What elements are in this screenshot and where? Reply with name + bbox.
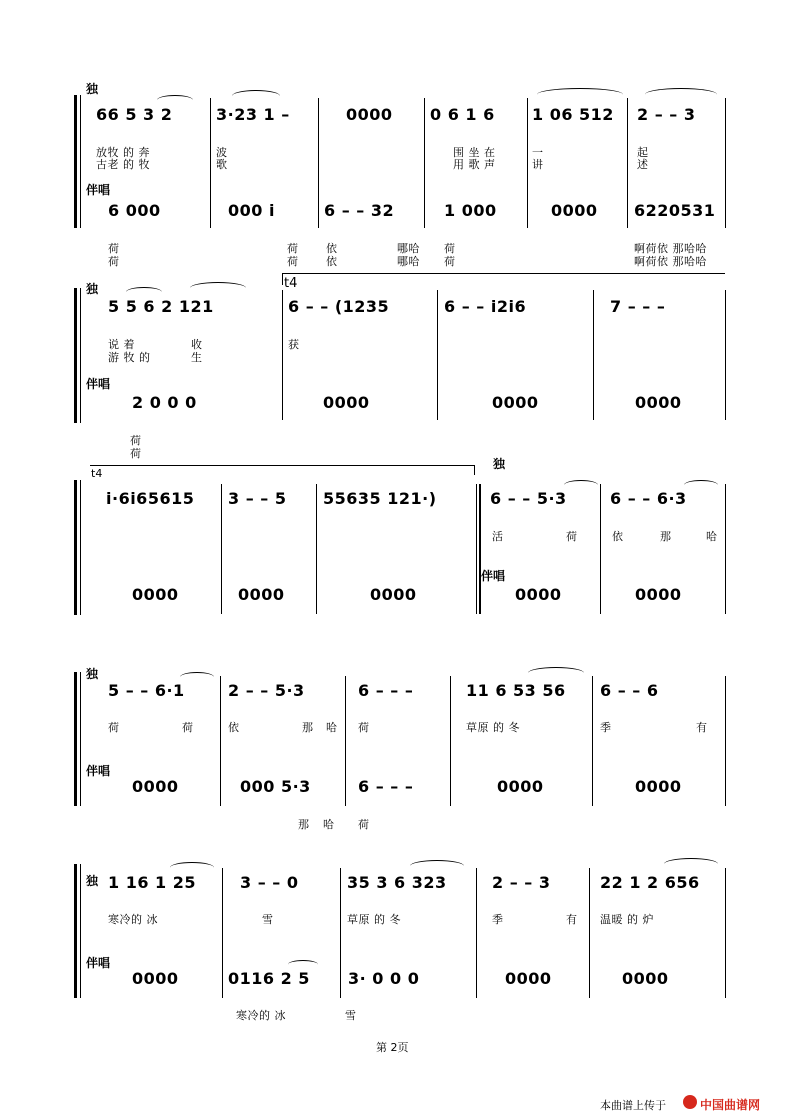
lyric: 荷 (358, 818, 370, 831)
measure-notes: 66 5 3 2 (96, 105, 173, 124)
lyric: 波 (216, 146, 228, 159)
brace (74, 95, 77, 228)
volta-label: t4 (91, 467, 103, 480)
barline (725, 676, 726, 806)
lyric: 古老 的 牧 (96, 158, 150, 171)
system-line (80, 864, 81, 998)
solo-label: 独 (86, 82, 99, 96)
measure-notes: 0000 (132, 969, 179, 988)
lyric: 依 (326, 255, 338, 268)
measure-notes: 6 – – – (358, 681, 414, 700)
barline (600, 484, 601, 614)
lyric: 荷 (358, 721, 370, 734)
measure-notes: 0000 (238, 585, 285, 604)
lyric: 游 牧 的 (108, 351, 151, 364)
lyric: 述 (637, 158, 649, 171)
slur (288, 960, 318, 969)
measure-notes: 1 06 512 (532, 105, 614, 124)
barline (345, 676, 346, 806)
measure-notes: 0000 (635, 777, 682, 796)
lyric: 荷 (566, 530, 578, 543)
lyric: 讲 (532, 158, 544, 171)
lyric: 生 (191, 351, 203, 364)
lyric: 哈 (326, 721, 338, 734)
lyric: 荷 (182, 721, 194, 734)
measure-notes: 3 – – 0 (240, 873, 299, 892)
slur (232, 90, 280, 102)
lyric: 起 (637, 146, 649, 159)
measure-notes: 0000 (551, 201, 598, 220)
measure-notes: 0 6 1 6 (430, 105, 495, 124)
brace (74, 288, 77, 423)
measure-notes: 6 – – i2i6 (444, 297, 527, 316)
slur (645, 88, 717, 101)
measure-notes: 0000 (132, 585, 179, 604)
measure-notes: 0000 (505, 969, 552, 988)
lyric: 哈 (323, 818, 335, 831)
slur (157, 95, 193, 105)
barline (437, 290, 438, 420)
barline (627, 98, 628, 228)
repeat-barline (476, 484, 477, 614)
measure-notes: 6 – – 32 (324, 201, 395, 220)
slur (126, 287, 162, 297)
lyric: 寒冷的 冰 (108, 913, 158, 926)
page-number: 第 2页 (376, 1041, 409, 1054)
barline (725, 290, 726, 420)
lyric: 歌 (216, 158, 228, 171)
lyric: 荷 (444, 255, 456, 268)
slur (528, 667, 584, 679)
lyric: 荷 (287, 255, 299, 268)
system-line (80, 672, 81, 806)
measure-notes: 6 – – – (358, 777, 414, 796)
solo-label: 独 (86, 282, 99, 296)
lyric: 荷 (444, 242, 456, 255)
lyric: 荷 (287, 242, 299, 255)
measure-notes: 3·23 1 – (216, 105, 290, 124)
lyric: 那 (302, 721, 314, 734)
measure-notes: 7 – – – (610, 297, 666, 316)
system-line (80, 95, 81, 228)
measure-notes: 3· 0 0 0 (348, 969, 420, 988)
lyric: 获 (288, 338, 300, 351)
lyric: 季 (492, 913, 504, 926)
barline (725, 868, 726, 998)
measure-notes: 6220531 (634, 201, 716, 220)
brand-link[interactable]: 中国曲谱网 (700, 1098, 761, 1112)
slur (537, 88, 623, 101)
lyric: 放牧 的 奔 (96, 146, 150, 159)
slur (190, 282, 246, 294)
lyric: 说 着 (108, 338, 135, 351)
measure-notes: 0000 (346, 105, 393, 124)
barline (210, 98, 211, 228)
brace (74, 864, 77, 998)
lyric: 用 歌 声 (453, 158, 496, 171)
volta-bracket (282, 273, 725, 274)
lyric: 温暖 的 炉 (600, 913, 654, 926)
measure-notes: 0000 (323, 393, 370, 412)
system-line (80, 288, 81, 423)
lyric: 哪哈 (397, 242, 420, 255)
measure-notes: 6 – – 6 (600, 681, 659, 700)
solo-label: 独 (493, 457, 506, 471)
lyric: 围 坐 在 (453, 146, 496, 159)
volta-bracket (474, 465, 475, 475)
measure-notes: 000 5·3 (240, 777, 311, 796)
barline (589, 868, 590, 998)
lyric: 哪哈 (397, 255, 420, 268)
lyric: 收 (191, 338, 203, 351)
lyric: 草原 的 冬 (466, 721, 520, 734)
barline (527, 98, 528, 228)
accompany-label: 伴唱 (86, 764, 111, 778)
system-line (80, 480, 81, 615)
solo-label: 独 (86, 874, 99, 888)
barline (592, 676, 593, 806)
lyric: 那 (660, 530, 672, 543)
lyric: 雪 (345, 1009, 357, 1022)
measure-notes: 6 – – 5·3 (490, 489, 567, 508)
slur (564, 480, 598, 490)
solo-label: 独 (86, 667, 99, 681)
barline (476, 868, 477, 998)
accompany-label: 伴唱 (481, 569, 506, 583)
barline (725, 484, 726, 614)
measure-notes: 0000 (370, 585, 417, 604)
lyric: 雪 (262, 913, 274, 926)
lyric: 草原 的 冬 (347, 913, 401, 926)
measure-notes: 35 3 6 323 (347, 873, 447, 892)
measure-notes: 3 – – 5 (228, 489, 287, 508)
volta-label: t4 (284, 276, 298, 291)
barline (282, 290, 283, 420)
slur (664, 858, 718, 870)
measure-notes: 6 – – 6·3 (610, 489, 687, 508)
barline (340, 868, 341, 998)
measure-notes: 6 000 (108, 201, 161, 220)
barline (318, 98, 319, 228)
lyric: 季 (600, 721, 612, 734)
measure-notes: 11 6 53 56 (466, 681, 566, 700)
barline (593, 290, 594, 420)
barline (450, 676, 451, 806)
upload-note: 本曲谱上传于 (600, 1099, 666, 1112)
logo-icon (683, 1095, 697, 1109)
slur (170, 862, 214, 873)
lyric: 啊荷依 那哈哈 (634, 255, 707, 268)
measure-notes: 0000 (492, 393, 539, 412)
accompany-label: 伴唱 (86, 183, 111, 197)
measure-notes: 5 5 6 2 121 (108, 297, 214, 316)
lyric: 啊荷依 那哈哈 (634, 242, 707, 255)
measure-notes: 0000 (497, 777, 544, 796)
measure-notes: 2 – – 5·3 (228, 681, 305, 700)
lyric: 活 (492, 530, 504, 543)
barline (316, 484, 317, 614)
measure-notes: 1 16 1 25 (108, 873, 197, 892)
lyric: 荷 (108, 721, 120, 734)
lyric: 荷 (130, 434, 142, 447)
measure-notes: 1 000 (444, 201, 497, 220)
measure-notes: 0000 (132, 777, 179, 796)
measure-notes: 0000 (515, 585, 562, 604)
slur (684, 480, 718, 490)
measure-notes: 22 1 2 656 (600, 873, 700, 892)
repeat-barline (479, 484, 481, 614)
slur (410, 860, 464, 872)
lyric: 有 (566, 913, 578, 926)
lyric: 一 (532, 146, 544, 159)
barline (222, 868, 223, 998)
barline (220, 676, 221, 806)
barline (424, 98, 425, 228)
lyric: 荷 (108, 242, 120, 255)
measure-notes: 5 – – 6·1 (108, 681, 185, 700)
barline (221, 484, 222, 614)
lyric: 依 (612, 530, 624, 543)
slur (180, 672, 214, 682)
measure-notes: 55635 121·) (323, 489, 437, 508)
lyric: 荷 (130, 447, 142, 460)
lyric: 荷 (108, 255, 120, 268)
measure-notes: 2 – – 3 (637, 105, 696, 124)
barline (725, 98, 726, 228)
accompany-label: 伴唱 (86, 956, 111, 970)
lyric: 哈 (706, 530, 718, 543)
measure-notes: 0000 (635, 393, 682, 412)
lyric: 寒冷的 冰 (236, 1009, 286, 1022)
measure-notes: 000 i (228, 201, 275, 220)
measure-notes: i·6i65615 (106, 489, 195, 508)
measure-notes: 0000 (635, 585, 682, 604)
brace (74, 480, 77, 615)
measure-notes: 2 – – 3 (492, 873, 551, 892)
brace (74, 672, 77, 806)
measure-notes: 6 – – (1235 (288, 297, 390, 316)
measure-notes: 0116 2 5 (228, 969, 310, 988)
lyric: 有 (696, 721, 708, 734)
volta-bracket (282, 273, 283, 285)
lyric: 依 (326, 242, 338, 255)
measure-notes: 2 0 0 0 (132, 393, 197, 412)
measure-notes: 0000 (622, 969, 669, 988)
lyric: 那 (298, 818, 310, 831)
volta-bracket (90, 465, 474, 466)
accompany-label: 伴唱 (86, 377, 111, 391)
lyric: 依 (228, 721, 240, 734)
